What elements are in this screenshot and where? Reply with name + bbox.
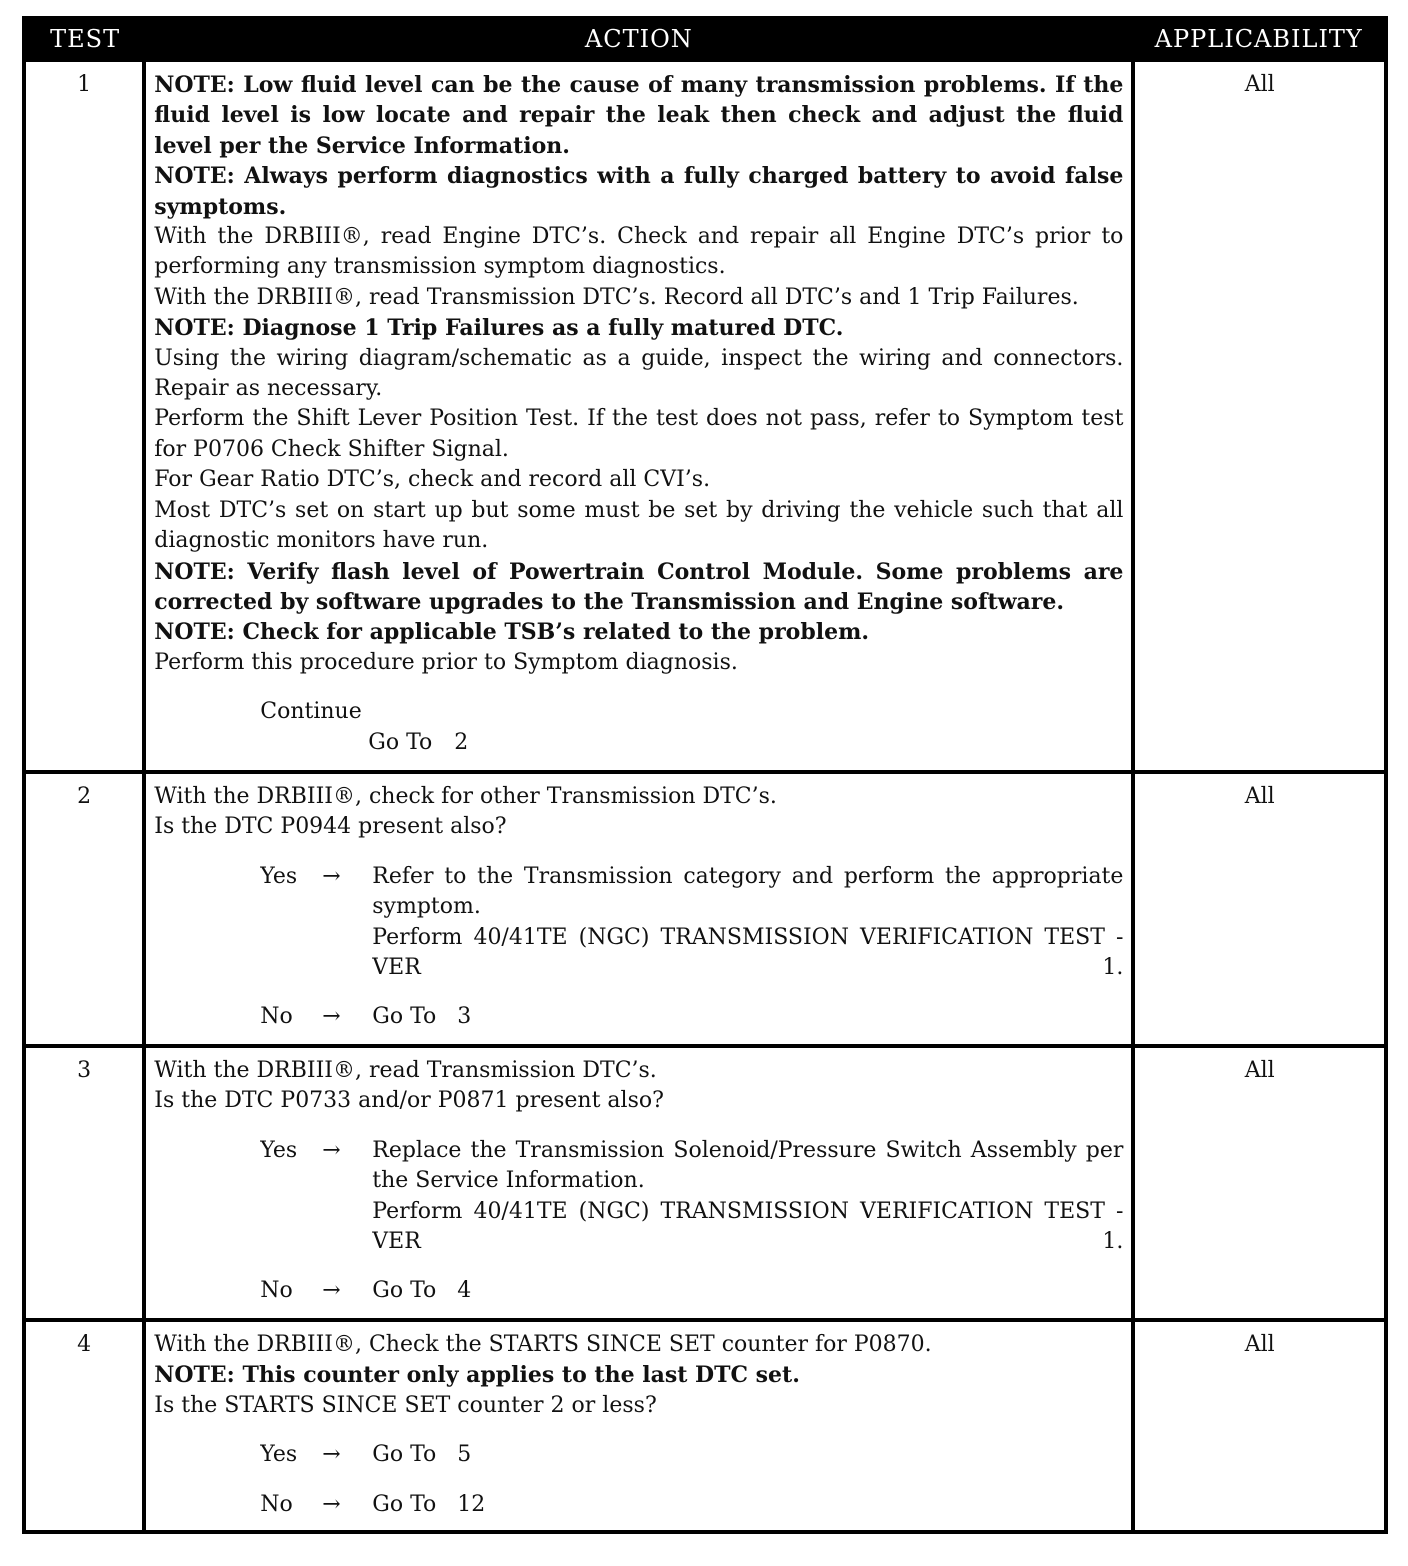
yes-action-text: Go To 5	[372, 1442, 472, 1468]
note-text: NOTE: Diagnose 1 Trip Failures as a fully matured DTC.	[154, 315, 844, 342]
no-label: No	[260, 1004, 293, 1030]
no-action-text: Go To 3	[372, 1004, 472, 1030]
yes-action-text: Replace the Transmission Solenoid/Pressure Switch Assembly per the Service Information.	[372, 1137, 1124, 1194]
table-row	[24, 60, 1386, 772]
yes-action-text: Refer to the Transmission category and perform the appropriate symptom.	[372, 863, 1124, 920]
test-number: 2	[24, 772, 144, 1046]
instruction-text: With the DRBIII®, read Transmission DTC’s.	[154, 1058, 657, 1083]
yes-label: Yes	[260, 863, 298, 889]
instruction-text: Most DTC’s set on start up but some must be set by driving the vehicle such that all diagnostic monitors have run.	[154, 497, 1124, 554]
action-cell	[144, 1046, 1133, 1320]
continue-label: Continue	[260, 699, 362, 725]
goto-step	[368, 728, 1123, 758]
question-text: Is the DTC P0733 and/or P0871 present also?	[154, 1088, 664, 1114]
instruction-text: Perform this procedure prior to Symptom diagnosis.	[154, 649, 738, 675]
question-text: Is the STARTS SINCE SET counter 2 or less?	[154, 1392, 657, 1418]
no-action-text: Go To 12	[372, 1491, 486, 1517]
test-number: 1	[24, 60, 144, 772]
instruction-text: With the DRBIII®, read Engine DTC’s. Check and repair all Engine DTC’s prior to performing any transmission symptom diagnostics.	[154, 224, 1124, 280]
note-text: NOTE: Verify flash level of Powertrain Control Module. Some problems are corrected by software upgrades to the Transmission and Engine software.	[154, 558, 1124, 615]
note-text: NOTE: Low fluid level can be the cause of many transmission problems. If the fluid level is low locate and repair the leak then check and adjust the fluid level per the Service Information.	[154, 72, 1124, 159]
action-cell	[144, 772, 1133, 1046]
yes-branch	[260, 862, 1123, 984]
arrow-icon: →	[322, 1491, 341, 1517]
table-row	[24, 1046, 1386, 1320]
header-action: ACTION	[144, 18, 1133, 60]
test-number: 3	[24, 1046, 144, 1320]
verification-text: Perform 40/41TE (NGC) TRANSMISSION VERIFICATION TEST - VER 1.	[372, 1198, 1124, 1255]
note-text: NOTE: Always perform diagnostics with a fully charged battery to avoid false symptoms.	[154, 163, 1124, 220]
no-label: No	[260, 1278, 293, 1304]
table-header-row	[24, 18, 1386, 60]
action-cell	[144, 1320, 1133, 1532]
goto-label: Go To	[368, 729, 433, 755]
arrow-icon: →	[322, 1442, 341, 1468]
no-label: No	[260, 1491, 293, 1517]
yes-branch	[260, 1440, 1123, 1470]
no-action-text: Go To 4	[372, 1278, 472, 1304]
applicability-cell: All	[1133, 60, 1386, 772]
diagnostic-page	[22, 16, 1388, 1534]
note-text: NOTE: Check for applicable TSB’s related to the problem.	[154, 619, 870, 646]
verification-text: Perform 40/41TE (NGC) TRANSMISSION VERIFICATION TEST - VER 1.	[372, 924, 1124, 981]
applicability-cell: All	[1133, 772, 1386, 1046]
no-branch	[260, 1276, 1123, 1306]
table-row	[24, 772, 1386, 1046]
instruction-text: With the DRBIII®, read Transmission DTC’s. Record all DTC’s and 1 Trip Failures.	[154, 284, 1079, 310]
arrow-icon: →	[322, 1137, 341, 1163]
instruction-text: Perform the Shift Lever Position Test. If the test does not pass, refer to Symptom test for P0706 Check Shifter Signal.	[154, 406, 1124, 462]
arrow-icon: →	[322, 863, 341, 889]
goto-number: 2	[454, 729, 469, 755]
applicability-cell: All	[1133, 1320, 1386, 1532]
note-text: NOTE: This counter only applies to the last DTC set.	[154, 1362, 800, 1389]
diagnostic-table	[22, 16, 1388, 1534]
instruction-text: For Gear Ratio DTC’s, check and record all CVI’s.	[154, 467, 711, 493]
instruction-text: Using the wiring diagram/schematic as a guide, inspect the wiring and connectors. Repair as necessary.	[154, 345, 1124, 402]
action-cell	[144, 60, 1133, 772]
arrow-icon: →	[322, 1004, 341, 1030]
no-branch	[260, 1002, 1123, 1032]
header-applicability: APPLICABILITY	[1133, 18, 1386, 60]
table-row	[24, 1320, 1386, 1532]
applicability-cell: All	[1133, 1046, 1386, 1320]
yes-label: Yes	[260, 1442, 298, 1468]
test-number: 4	[24, 1320, 144, 1532]
arrow-icon: →	[322, 1278, 341, 1304]
yes-branch	[260, 1136, 1123, 1258]
question-text: Is the DTC P0944 present also?	[154, 814, 507, 840]
yes-label: Yes	[260, 1137, 298, 1163]
instruction-text: With the DRBIII®, Check the STARTS SINCE SET counter for P0870.	[154, 1332, 932, 1357]
no-branch	[260, 1490, 1123, 1520]
instruction-text: With the DRBIII®, check for other Transmission DTC’s.	[154, 784, 777, 809]
header-test: TEST	[24, 18, 144, 60]
